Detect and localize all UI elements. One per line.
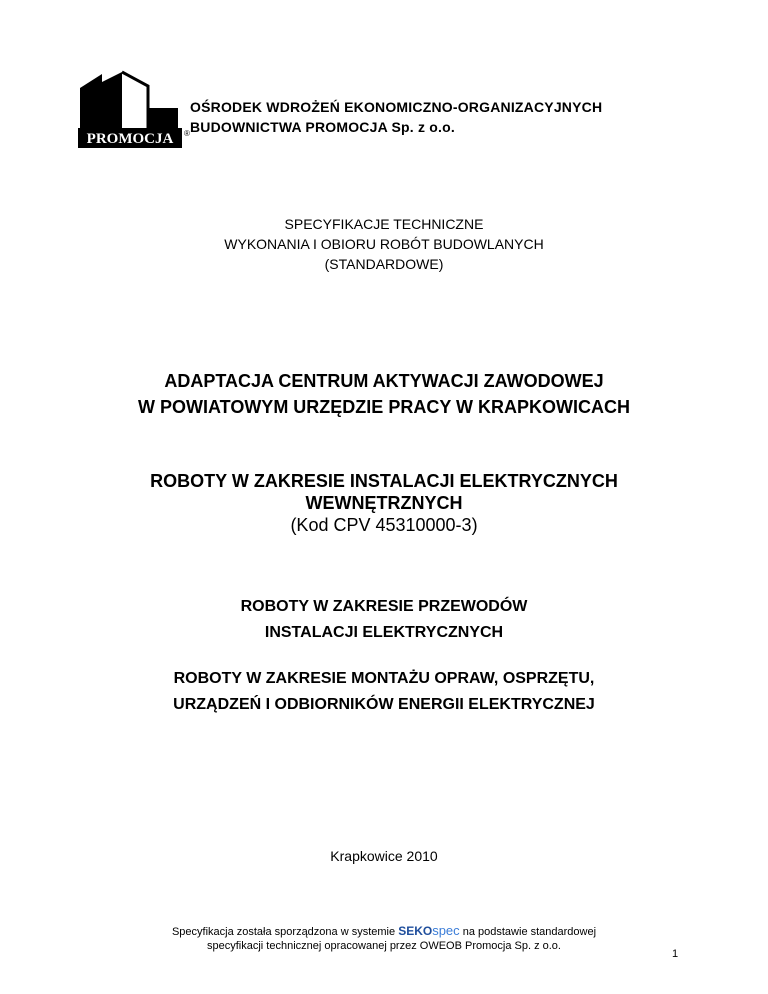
scope-electrical-installations — [0, 470, 768, 536]
promocja-logo — [78, 72, 188, 148]
registered-mark: ® — [184, 129, 190, 138]
organization-name — [190, 97, 602, 137]
title-line-1: ADAPTACJA CENTRUM AKTYWACJI ZAWODOWEJ — [164, 371, 604, 391]
footer-line-1: Specyfikacja została sporządzona w systemie SEKOspec na podstawie standardowej — [171, 923, 597, 938]
page-number: 1 — [672, 948, 679, 960]
place-and-year: Krapkowice 2010 — [330, 848, 438, 864]
sekospec-brand-b: spec — [432, 923, 460, 938]
spec-line-3: (STANDARDOWE) — [324, 256, 444, 272]
cpv-code: (Kod CPV 45310000-3) — [290, 515, 478, 535]
scope-fixtures — [0, 666, 768, 718]
scope2-line-2: INSTALACJI ELEKTRYCZNYCH — [264, 624, 504, 641]
sekospec-brand-a: SEKO — [398, 924, 433, 938]
scope-wiring — [0, 594, 768, 646]
title-line-2: W POWIATOWYM URZĘDZIE PRACY W KRAPKOWICACH — [138, 397, 630, 417]
project-title — [0, 368, 768, 420]
footer-note — [0, 924, 768, 953]
org-line-2: BUDOWNICTWA PROMOCJA Sp. z o.o. — [190, 119, 455, 135]
scope1-line-2: WEWNĘTRZNYCH — [305, 493, 463, 513]
org-line-1: OŚRODEK WDROŻEŃ EKONOMICZNO-ORGANIZACYJNYCH — [190, 99, 603, 115]
spec-line-2: WYKONANIA I OBIORU ROBÓT BUDOWLANYCH — [224, 236, 544, 252]
scope3-line-1: ROBOTY W ZAKRESIE MONTAŻU OPRAW, OSPRZĘTU, — [173, 670, 595, 687]
scope3-line-2: URZĄDZEŃ I ODBIORNIKÓW ENERGII ELEKTRYCZNEJ — [173, 696, 595, 713]
logo-text: PROMOCJA — [86, 131, 174, 147]
scope1-line-1: ROBOTY W ZAKRESIE INSTALACJI ELEKTRYCZNYCH — [150, 471, 618, 491]
scope2-line-1: ROBOTY W ZAKRESIE PRZEWODÓW — [240, 598, 528, 615]
footer-line-2: specyfikacji technicznej opracowanej przez OWEOB Promocja Sp. z o.o. — [207, 940, 561, 952]
spec-line-1: SPECYFIKACJE TECHNICZNE — [284, 216, 484, 232]
building-logo-icon — [78, 72, 188, 148]
spec-heading — [0, 214, 768, 274]
